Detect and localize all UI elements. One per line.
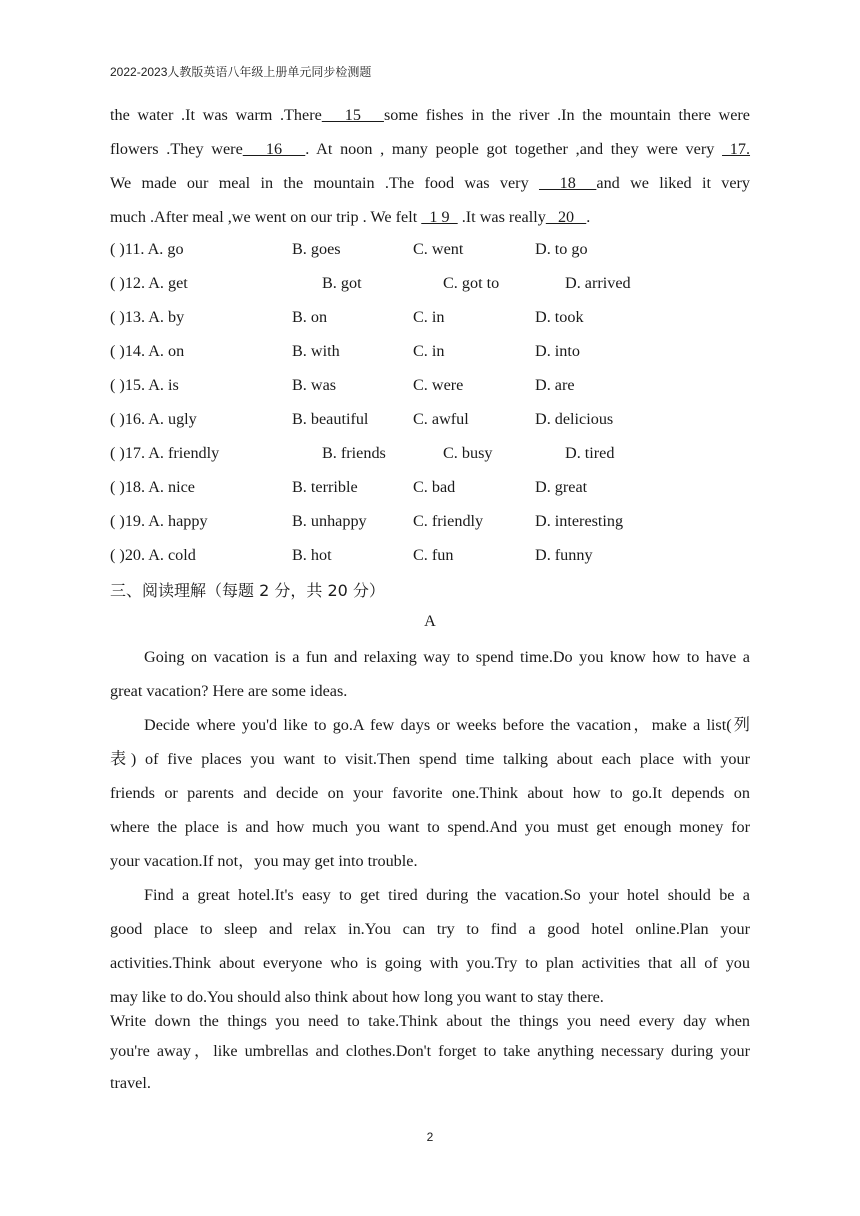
question-18 xyxy=(110,478,750,502)
text: flowers .They were xyxy=(110,140,243,158)
option-d: D. interesting xyxy=(535,512,624,530)
reading-p3-line4: may like to do.You should also think about how long you want to stay there. xyxy=(110,988,604,1006)
option-d: D. are xyxy=(535,376,575,394)
option-c: C. awful xyxy=(413,410,469,428)
option-a: ( )12. A. get xyxy=(110,274,188,292)
option-c: C. bad xyxy=(413,478,456,496)
option-d: D. took xyxy=(535,308,584,326)
reading-p4-line1: Write down the things you need to take.Think about the things you need every day when xyxy=(110,1012,750,1030)
question-14 xyxy=(110,342,750,366)
option-b: B. terrible xyxy=(292,478,358,496)
reading-p1-line1: Going on vacation is a fun and relaxing way to spend time.Do you know how to have a xyxy=(144,648,750,666)
reading-p4-line3: travel. xyxy=(110,1074,151,1092)
reading-p3-line3: activities.Think about everyone who is going with you.Try to plan activities that all of you xyxy=(110,954,750,972)
option-a: ( )20. A. cold xyxy=(110,546,196,564)
reading-p4-line2: you're away，like umbrellas and clothes.Don't forget to take anything necessary during your xyxy=(110,1042,750,1060)
blank-20: 20 xyxy=(545,208,587,226)
option-a: ( )16. A. ugly xyxy=(110,410,197,428)
option-d: D. great xyxy=(535,478,588,496)
option-a: ( )19. A. happy xyxy=(110,512,208,530)
text: . At noon , many people got together ,and they were very xyxy=(305,140,723,158)
blank-18: 18 xyxy=(538,174,597,192)
text: the water .It was warm .There xyxy=(110,106,322,124)
option-b: B. unhappy xyxy=(292,512,367,530)
passage-label: A xyxy=(424,612,436,630)
text: .It was really xyxy=(457,208,546,226)
reading-p3-line2: good place to sleep and relax in.You can try to find a good hotel online.Plan your xyxy=(110,920,750,938)
question-20 xyxy=(110,546,750,570)
question-15 xyxy=(110,376,750,400)
option-c: C. fun xyxy=(413,546,454,564)
question-13 xyxy=(110,308,750,332)
option-c: C. busy xyxy=(443,444,493,462)
reading-p2-line1: Decide where you'd like to go.A few days or weeks before the vacation，make a list(列 xyxy=(144,716,750,734)
option-a: ( )14. A. on xyxy=(110,342,185,360)
option-b: B. on xyxy=(292,308,328,326)
blank-17: 17. xyxy=(722,140,751,158)
option-b: B. hot xyxy=(292,546,332,564)
section-title: 三、阅读理解（每题 2 分，共 20 分） xyxy=(110,581,385,600)
cloze-line-1 xyxy=(110,98,750,132)
text: much .After meal ,we went on our trip . We felt xyxy=(110,208,422,226)
reading-p3-line1: Find a great hotel.It's easy to get tired during the vacation.So your hotel should be a xyxy=(144,886,750,904)
reading-p2-line4: where the place is and how much you want to spend.And you must get enough money for xyxy=(110,818,750,836)
reading-p2-line3: friends or parents and decide on your favorite one.Think about how to go.It depends on xyxy=(110,784,750,802)
option-a: ( )17. A. friendly xyxy=(110,444,220,462)
option-b: B. beautiful xyxy=(292,410,369,428)
text: We made our meal in the mountain .The food was very xyxy=(110,174,539,192)
option-b: B. with xyxy=(292,342,340,360)
question-12 xyxy=(110,274,750,298)
option-d: D. to go xyxy=(535,240,588,258)
blank-19: 1 9 xyxy=(421,208,458,226)
option-c: C. got to xyxy=(443,274,500,292)
option-a: ( )18. A. nice xyxy=(110,478,195,496)
reading-p1-line2: great vacation? Here are some ideas. xyxy=(110,682,348,700)
reading-p2-line5: your vacation.If not，you may get into trouble. xyxy=(110,852,418,870)
option-c: C. in xyxy=(413,342,445,360)
option-c: C. were xyxy=(413,376,464,394)
text: and we liked it very xyxy=(596,174,751,192)
option-c: C. friendly xyxy=(413,512,484,530)
question-17 xyxy=(110,444,750,468)
option-c: C. went xyxy=(413,240,464,258)
reading-p2-line2: 表) of five places you want to visit.Then spend time talking about each place with your xyxy=(110,750,750,768)
option-a: ( )15. A. is xyxy=(110,376,179,394)
cloze-line-3 xyxy=(110,166,750,200)
text: some fishes in the river .In the mountain there were xyxy=(383,106,750,124)
option-b: B. got xyxy=(322,274,362,292)
option-c: C. in xyxy=(413,308,445,326)
question-16 xyxy=(110,410,750,434)
cloze-line-2 xyxy=(110,132,750,166)
option-b: B. friends xyxy=(322,444,386,462)
text: . xyxy=(586,208,591,226)
option-d: D. delicious xyxy=(535,410,614,428)
option-d: D. tired xyxy=(565,444,615,462)
option-b: B. goes xyxy=(292,240,341,258)
option-a: ( )11. A. go xyxy=(110,240,184,258)
option-d: D. into xyxy=(535,342,580,360)
option-d: D. funny xyxy=(535,546,593,564)
option-a: ( )13. A. by xyxy=(110,308,185,326)
blank-15: 15 xyxy=(321,106,384,124)
page-number: 2 xyxy=(426,1130,434,1144)
cloze-line-4 xyxy=(110,200,750,234)
page-header: 2022-2023人教版英语八年级上册单元同步检测题 xyxy=(110,65,372,79)
option-d: D. arrived xyxy=(565,274,631,292)
question-11 xyxy=(110,240,750,264)
blank-16: 16 xyxy=(242,140,306,158)
question-19 xyxy=(110,512,750,536)
option-b: B. was xyxy=(292,376,337,394)
